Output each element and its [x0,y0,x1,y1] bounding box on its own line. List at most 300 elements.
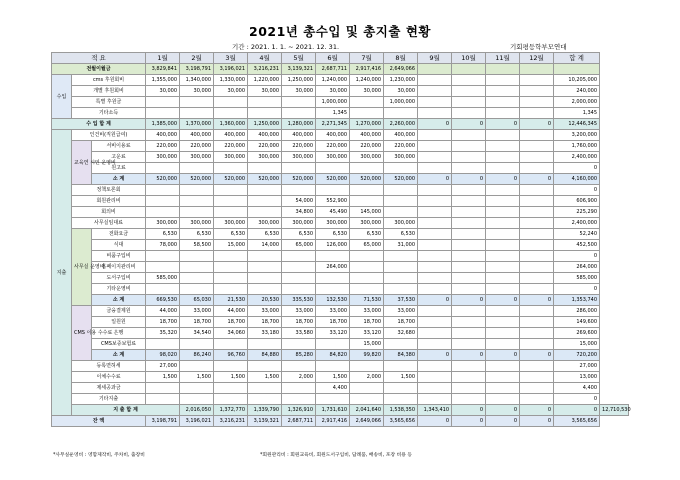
expense-row [52,207,629,218]
month-value-cell [486,240,520,251]
month-value-cell [384,339,418,350]
expense-item-label: 식대 [92,240,146,251]
month-value-cell [418,163,452,174]
month-value-cell: 1,250,000 [248,119,282,130]
month-value-cell [350,196,384,207]
month-value-cell: 1,000,000 [316,97,350,108]
month-value-cell: 400,000 [282,130,316,141]
expense-item-label: 등록면허세 [72,361,146,372]
month-value-cell [520,229,554,240]
expense-item-label: 인건비(직원급여) [72,130,146,141]
expense-row [52,251,629,262]
expense-row [52,240,629,251]
month-value-cell [282,383,316,394]
month-value-cell [214,284,248,295]
month-value-cell [486,273,520,284]
month-value-cell [486,317,520,328]
month-value-cell [248,108,282,119]
total-value-cell: 1,760,000 [554,141,600,152]
month-value-cell [248,163,282,174]
month-value-cell [486,339,520,350]
expense-row [52,262,629,273]
month-value-cell: 34,800 [282,207,316,218]
month-value-cell: 6,530 [180,229,214,240]
month-value-cell [214,361,248,372]
month-value-cell [248,284,282,295]
month-value-cell [146,394,180,405]
month-value-cell: 0 [520,295,554,306]
expense-row [52,196,629,207]
expense-item-label: 정책토론회 [72,185,146,196]
month-value-cell: 1,240,000 [350,75,384,86]
month-value-cell: 1,500 [316,372,350,383]
month-value-cell [316,251,350,262]
month-value-cell: 30,000 [248,86,282,97]
expense-row [52,317,629,328]
month-value-cell: 14,000 [248,240,282,251]
month-value-cell [418,218,452,229]
month-value-cell [316,284,350,295]
month-value-cell: 0 [520,174,554,185]
month-value-cell [418,86,452,97]
month-value-cell [384,196,418,207]
month-value-cell: 552,900 [316,196,350,207]
total-value-cell: 452,500 [554,240,600,251]
income-item-label: 개별 후원회비 [72,86,146,97]
month-value-cell [282,251,316,262]
month-value-cell [180,207,214,218]
month-value-cell [452,75,486,86]
month-value-cell: 27,000 [146,361,180,372]
month-value-cell: 33,120 [316,328,350,339]
total-value-cell: 1,353,740 [554,295,600,306]
month-value-cell [384,284,418,295]
expense-item-label: 이체수수료 [72,372,146,383]
header-label: 적 요 [52,53,146,64]
expense-item-label: CMS보증보험료 [92,339,146,350]
month-value-cell: 33,000 [248,306,282,317]
month-value-cell [248,383,282,394]
month-value-cell [520,207,554,218]
month-value-cell: 0 [418,119,452,130]
month-value-cell [350,394,384,405]
month-value-cell: 54,000 [282,196,316,207]
month-value-cell [418,262,452,273]
expense-row [52,185,629,196]
month-value-cell: 300,000 [214,152,248,163]
month-value-cell: 18,700 [180,317,214,328]
month-value-cell: 58,500 [180,240,214,251]
month-value-cell: 300,000 [146,152,180,163]
month-value-cell [486,196,520,207]
month-value-cell: 1,355,000 [146,75,180,86]
total-value-cell: 0 [554,185,600,196]
month-value-cell [452,64,486,75]
month-value-cell [180,97,214,108]
month-value-cell [520,218,554,229]
month-value-cell [282,394,316,405]
month-value-cell: 585,000 [146,273,180,284]
month-value-cell: 2,016,050 [180,405,214,416]
month-value-cell [146,163,180,174]
expense-row [52,372,629,383]
month-value-cell [146,196,180,207]
total-value-cell: 4,400 [554,383,600,394]
month-value-cell [418,196,452,207]
month-value-cell: 18,700 [146,317,180,328]
month-value-cell [146,207,180,218]
month-value-cell: 1,500 [146,372,180,383]
month-value-cell: 1,500 [180,372,214,383]
month-value-cell: 1,731,610 [316,405,350,416]
month-value-cell: 34,060 [214,328,248,339]
month-value-cell: 1,370,000 [180,119,214,130]
month-value-cell: 400,000 [316,130,350,141]
total-value-cell: 12,710,530 [600,405,629,416]
month-value-cell [282,97,316,108]
month-value-cell [452,185,486,196]
month-value-cell [214,394,248,405]
month-value-cell [452,130,486,141]
month-value-cell [452,196,486,207]
month-value-cell: 33,000 [282,306,316,317]
month-value-cell [180,108,214,119]
month-value-cell [180,394,214,405]
month-value-cell: 35,320 [146,328,180,339]
month-value-cell: 145,000 [350,207,384,218]
month-value-cell: 4,400 [316,383,350,394]
month-value-cell [214,262,248,273]
month-header: 12월 [520,53,554,64]
month-value-cell [316,361,350,372]
expense-item-label: 서비이용료 [92,141,146,152]
month-value-cell [486,361,520,372]
income-item-label: 기타소득 [72,108,146,119]
expense-item-label: 금융결제원 [92,306,146,317]
month-header: 2월 [180,53,214,64]
month-value-cell [452,339,486,350]
month-value-cell [452,97,486,108]
total-value-cell: 0 [554,163,600,174]
month-value-cell [486,218,520,229]
month-value-cell: 2,687,711 [282,416,316,427]
month-value-cell [452,372,486,383]
month-value-cell: 1,372,770 [214,405,248,416]
month-value-cell [180,339,214,350]
month-value-cell: 33,000 [384,306,418,317]
month-value-cell: 1,220,000 [248,75,282,86]
month-value-cell [248,394,282,405]
month-value-cell [282,163,316,174]
month-value-cell: 520,000 [384,174,418,185]
month-value-cell: 18,700 [316,317,350,328]
expense-row [52,394,629,405]
month-value-cell: 220,000 [350,141,384,152]
month-value-cell: 0 [418,295,452,306]
month-value-cell [486,163,520,174]
month-value-cell [520,251,554,262]
month-value-cell: 0 [486,295,520,306]
month-value-cell [282,262,316,273]
month-header: 8월 [384,53,418,64]
month-value-cell [520,339,554,350]
month-value-cell: 300,000 [350,218,384,229]
month-value-cell [180,383,214,394]
month-value-cell: 2,917,416 [350,64,384,75]
month-value-cell: 3,196,021 [214,64,248,75]
month-value-cell: 300,000 [282,152,316,163]
month-value-cell: 400,000 [350,130,384,141]
month-value-cell [486,64,520,75]
month-value-cell: 32,680 [384,328,418,339]
month-value-cell: 71,530 [350,295,384,306]
total-value-cell: 225,290 [554,207,600,218]
month-value-cell [486,185,520,196]
month-value-cell: 2,000 [350,372,384,383]
month-value-cell [350,284,384,295]
month-value-cell: 0 [520,405,554,416]
month-value-cell: 6,530 [316,229,350,240]
month-value-cell [384,251,418,262]
month-header: 3월 [214,53,248,64]
month-value-cell: 30,000 [384,86,418,97]
month-value-cell: 30,000 [180,86,214,97]
month-value-cell: 96,760 [214,350,248,361]
expense-item-label: 원고료 [92,163,146,174]
month-value-cell: 220,000 [180,141,214,152]
month-value-cell: 0 [520,119,554,130]
subtotal-label: 소 계 [92,350,146,361]
month-value-cell [452,251,486,262]
month-value-cell [180,284,214,295]
month-header: 9월 [418,53,452,64]
month-value-cell: 30,000 [214,86,248,97]
total-value-cell: 4,160,000 [554,174,600,185]
month-value-cell [214,97,248,108]
month-value-cell: 0 [520,350,554,361]
month-header: 4월 [248,53,282,64]
month-value-cell [486,108,520,119]
expense-item-label: 회원관리비 [72,196,146,207]
month-value-cell [418,317,452,328]
month-value-cell: 33,180 [248,328,282,339]
month-value-cell [452,163,486,174]
expense-row [52,284,629,295]
month-value-cell [520,328,554,339]
subtotal-row [52,295,629,306]
total-value-cell: 3,200,000 [554,130,600,141]
total-value-cell [554,64,600,75]
month-value-cell: 300,000 [180,218,214,229]
month-value-cell: 520,000 [146,174,180,185]
income-row [52,108,629,119]
month-value-cell [350,361,384,372]
month-value-cell [452,218,486,229]
month-value-cell: 3,139,321 [282,64,316,75]
month-value-cell [418,372,452,383]
month-value-cell: 0 [486,119,520,130]
expense-total-label: 지 출 합 계 [72,405,180,416]
expense-row [52,306,629,317]
subtotal-label: 소 계 [92,295,146,306]
month-value-cell: 400,000 [248,130,282,141]
month-value-cell: 0 [486,174,520,185]
expense-item-label: 기타지출 [72,394,146,405]
month-value-cell [384,273,418,284]
month-value-cell: 220,000 [248,141,282,152]
month-value-cell: 400,000 [214,130,248,141]
month-value-cell [452,229,486,240]
month-value-cell: 1,280,000 [282,119,316,130]
month-value-cell: 264,000 [316,262,350,273]
month-value-cell [520,64,554,75]
month-value-cell: 6,530 [350,229,384,240]
month-value-cell [418,108,452,119]
expense-row [52,163,629,174]
month-value-cell: 18,700 [384,317,418,328]
month-value-cell: 400,000 [180,130,214,141]
month-value-cell: 1,385,000 [146,119,180,130]
month-value-cell [248,273,282,284]
month-value-cell: 1,500 [248,372,282,383]
total-value-cell: 720,200 [554,350,600,361]
month-value-cell: 1,340,000 [180,75,214,86]
month-value-cell: 3,216,231 [248,64,282,75]
month-value-cell [248,97,282,108]
month-value-cell: 520,000 [350,174,384,185]
month-value-cell [452,317,486,328]
month-value-cell: 1,270,000 [350,119,384,130]
month-value-cell: 0 [452,405,486,416]
month-value-cell: 300,000 [180,152,214,163]
month-value-cell: 2,649,066 [350,416,384,427]
month-value-cell: 3,196,021 [180,416,214,427]
month-value-cell [452,306,486,317]
month-value-cell: 3,198,791 [180,64,214,75]
month-value-cell: 400,000 [384,130,418,141]
month-value-cell: 0 [486,405,520,416]
month-value-cell [418,229,452,240]
month-value-cell [452,394,486,405]
month-value-cell [520,262,554,273]
month-value-cell [214,196,248,207]
month-value-cell [418,130,452,141]
month-value-cell [180,251,214,262]
month-value-cell [282,108,316,119]
total-value-cell: 585,000 [554,273,600,284]
balance-row [52,416,629,427]
month-value-cell [384,383,418,394]
month-value-cell: 2,041,640 [350,405,384,416]
month-value-cell [350,97,384,108]
expense-item-label: 일원원 [92,317,146,328]
month-value-cell [316,339,350,350]
month-value-cell: 300,000 [248,218,282,229]
expense-row [52,383,629,394]
month-value-cell [486,97,520,108]
month-value-cell: 335,530 [282,295,316,306]
expense-row [52,328,629,339]
month-value-cell [214,383,248,394]
month-value-cell [418,394,452,405]
month-value-cell [418,306,452,317]
month-value-cell [486,75,520,86]
expense-item-label: 기타운영비 [92,284,146,295]
month-value-cell [418,185,452,196]
income-row [52,75,629,86]
total-value-cell: 0 [554,394,600,405]
period-range: 기간 : 2021. 1. 1. ~ 2021. 12. 31. [232,43,340,51]
month-value-cell: 0 [418,350,452,361]
month-value-cell: 30,000 [282,86,316,97]
month-value-cell: 669,530 [146,295,180,306]
expense-row [52,141,629,152]
expense-row [52,339,629,350]
total-value-cell: 286,000 [554,306,600,317]
month-value-cell [418,284,452,295]
month-value-cell [452,152,486,163]
month-value-cell [452,108,486,119]
carry-over-label: 전월이월금 [52,64,146,75]
month-value-cell [180,361,214,372]
month-value-cell [520,97,554,108]
month-value-cell: 220,000 [316,141,350,152]
month-value-cell: 220,000 [282,141,316,152]
month-value-cell: 85,280 [282,350,316,361]
month-value-cell [146,185,180,196]
month-value-cell: 86,240 [180,350,214,361]
month-value-cell [520,163,554,174]
total-value-cell: 2,400,000 [554,152,600,163]
month-value-cell: 1,250,000 [282,75,316,86]
month-value-cell [452,141,486,152]
expense-row [52,361,629,372]
month-value-cell [486,152,520,163]
month-value-cell: 520,000 [248,174,282,185]
month-value-cell: 3,139,321 [248,416,282,427]
organization-name: 기회평등학부모연대 [510,43,567,51]
month-value-cell: 1,500 [384,372,418,383]
month-value-cell [282,185,316,196]
month-value-cell: 1,345 [316,108,350,119]
month-value-cell [520,372,554,383]
month-value-cell [520,130,554,141]
month-value-cell [452,262,486,273]
month-value-cell [486,372,520,383]
expense-category-label: 사무실 운영비 [72,229,92,306]
expense-item-label: 회의비 [72,207,146,218]
expense-total-row [52,405,629,416]
month-value-cell [520,383,554,394]
month-value-cell [418,273,452,284]
expense-item-label: 고운료 [92,152,146,163]
month-value-cell [350,383,384,394]
month-value-cell [418,328,452,339]
total-value-cell: 149,600 [554,317,600,328]
month-value-cell: 65,030 [180,295,214,306]
expense-row [52,273,629,284]
expense-item-label: 사무실임대료 [72,218,146,229]
month-value-cell [180,163,214,174]
month-value-cell: 30,000 [316,86,350,97]
month-value-cell [452,383,486,394]
month-value-cell: 2,687,711 [316,64,350,75]
balance-label: 잔 액 [52,416,146,427]
month-value-cell [452,273,486,284]
month-value-cell [350,251,384,262]
income-item-label: 특별 후원금 [72,97,146,108]
month-value-cell: 18,700 [248,317,282,328]
